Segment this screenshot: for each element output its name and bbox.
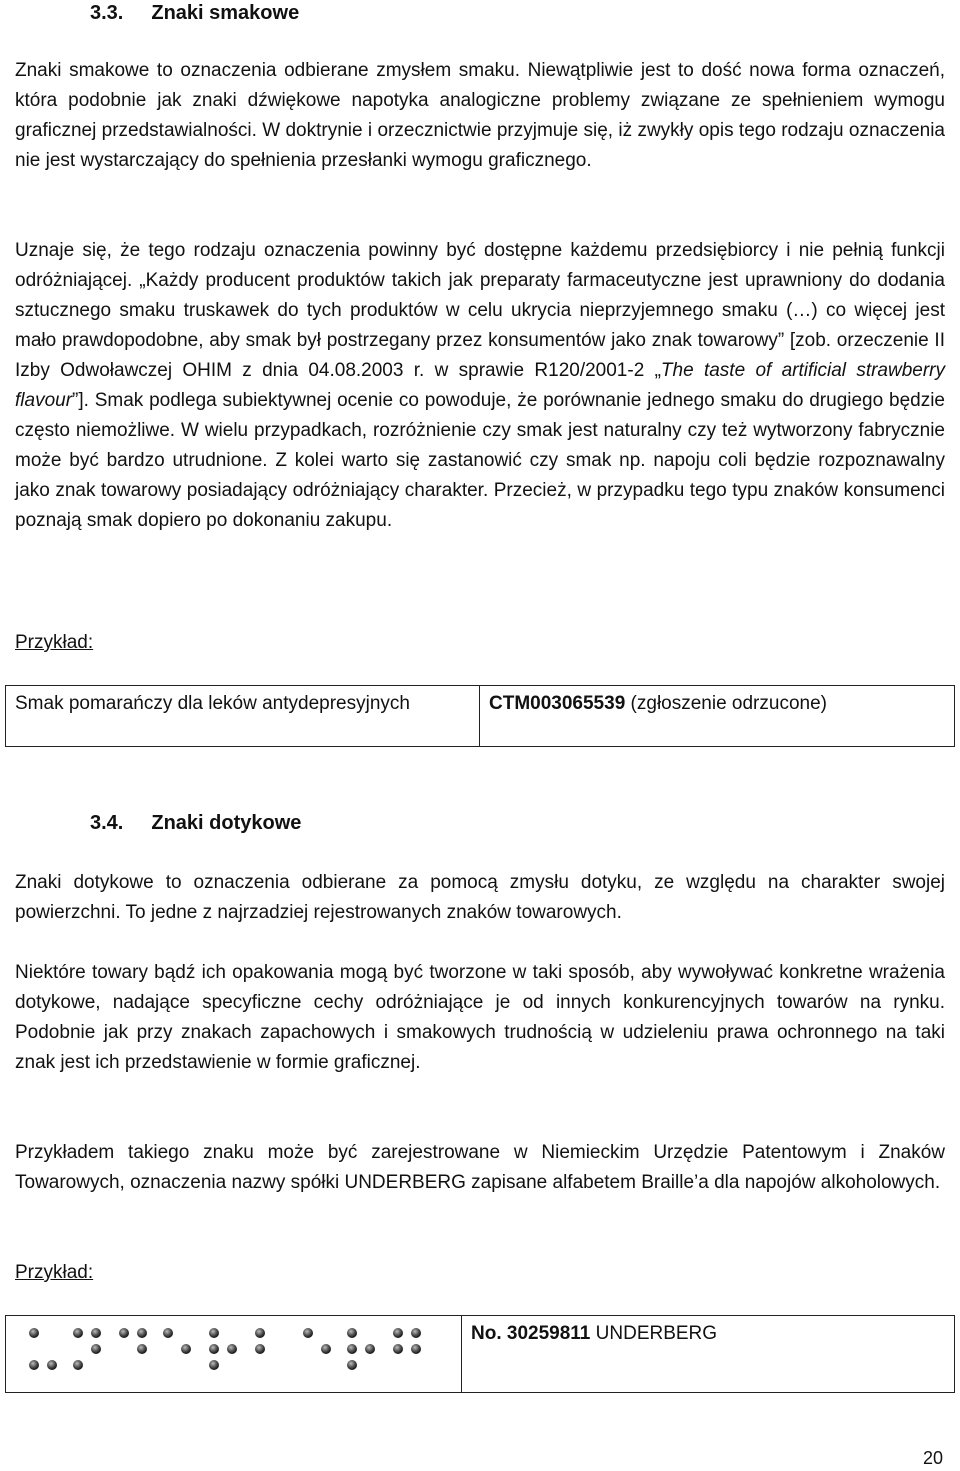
section-heading-3-3	[90, 0, 299, 26]
section-number: 3.4.	[90, 812, 124, 834]
paragraph-smakowe-intro: Znaki smakowe to oznaczenia odbierane zmysłem smaku. Niewątpliwie jest to dość nowa forma oznaczeń, która podobnie jak znaki dźwiękowe napotyka analogiczne problemy związane ze spełnieniem wymogu graficznej przedstawialności. W doktrynie i orzecznictwie przyjmuje się, iż zwykły opis tego rodzaju oznaczenia nie jest wystarczający do spełnienia przesłanki wymogu graficznego.	[15, 60, 945, 171]
case-title: The taste of artificial strawberry flavour	[15, 360, 945, 411]
paragraph-dotykowe-detail: Niektóre towary bądź ich opakowania mogą być tworzone w taki sposób, aby wywoływać konkretne wrażenia dotykowe, nadające specyficzne cechy odróżniające je od innych konkurencyjnych towarów na rynku. Podobnie jak przy znakach zapachowych i smakowych trudnością w udzieleniu prawa ochronnego na taki znak jest ich przedstawienie w formie graficznej.	[15, 962, 945, 1073]
example-mark-number	[462, 1316, 955, 1393]
example-mark-number	[480, 686, 955, 747]
braille-underberg-icon	[6, 1316, 461, 1382]
example-label: Przykład:	[15, 1262, 94, 1283]
paragraph-smakowe-detail	[15, 236, 945, 536]
page-number: 20	[922, 1448, 943, 1468]
mark-number: CTM003065539	[489, 693, 626, 714]
section-heading-3-4	[90, 810, 301, 836]
mark-name: UNDERBERG	[590, 1323, 718, 1344]
example-table-touch	[5, 1315, 955, 1393]
example-description: Smak pomarańczy dla leków antydepresyjnych	[6, 686, 480, 747]
example-table-taste	[5, 685, 955, 747]
example-label: Przykład:	[15, 632, 94, 653]
paragraph-text: ”]. Smak podlega subiektywnej ocenie co powoduje, że porównanie jednego smaku do drugiego będzie często niemożliwe. W wielu przypadkach, rozróżnienie czy smak jest naturalny czy też wytworzony fabrycznie może być bardzo utrudnione. Z kolei warto się zastanowić czy smak np. napoju coli będzie rozpoznawalny jako znak towarowy posiadający odróżniający charakter. Przecież, w przypadku tego typu znaków konsumenci poznają smak dopiero po dokonaniu zakupu.	[15, 390, 945, 531]
mark-number: No. 30259811	[471, 1323, 591, 1344]
section-number: 3.3.	[90, 2, 124, 24]
paragraph-dotykowe-intro: Znaki dotykowe to oznaczenia odbierane za pomocą zmysłu dotyku, ze względu na charakter swojej powierzchni. To jedne z najrzadziej rejestrowanych znaków towarowych.	[15, 872, 945, 923]
section-title: Znaki smakowe	[151, 2, 300, 24]
mark-status: (zgłoszenie odrzucone)	[625, 693, 827, 714]
section-title: Znaki dotykowe	[151, 812, 302, 834]
paragraph-text: Uznaje się, że tego rodzaju oznaczenia powinny być dostępne każdemu przedsiębiorcy i nie pełnią funkcji odróżniającej. „Każdy producent produktów takich jak preparaty farmaceutyczne jest uprawniony do dodania sztucznego smaku truskawek do tych produktów w celu ukrycia nieprzyjemnego smaku (…) co więcej jest mało prawdopodobne, aby smak był postrzegany przez konsumentów jako znak towarowy” [zob. orzeczenie II Izby Odwoławczej OHIM z dnia 04.08.2003 r. w sprawie R120/2001-2 „	[15, 240, 945, 381]
paragraph-dotykowe-example: Przykładem takiego znaku może być zarejestrowane w Niemieckim Urzędzie Patentowym i Znaków Towarowych, oznaczenia nazwy spółki UNDERBERG zapisane alfabetem Braille’a dla napojów alkoholowych.	[15, 1142, 945, 1193]
braille-image	[6, 1316, 462, 1393]
